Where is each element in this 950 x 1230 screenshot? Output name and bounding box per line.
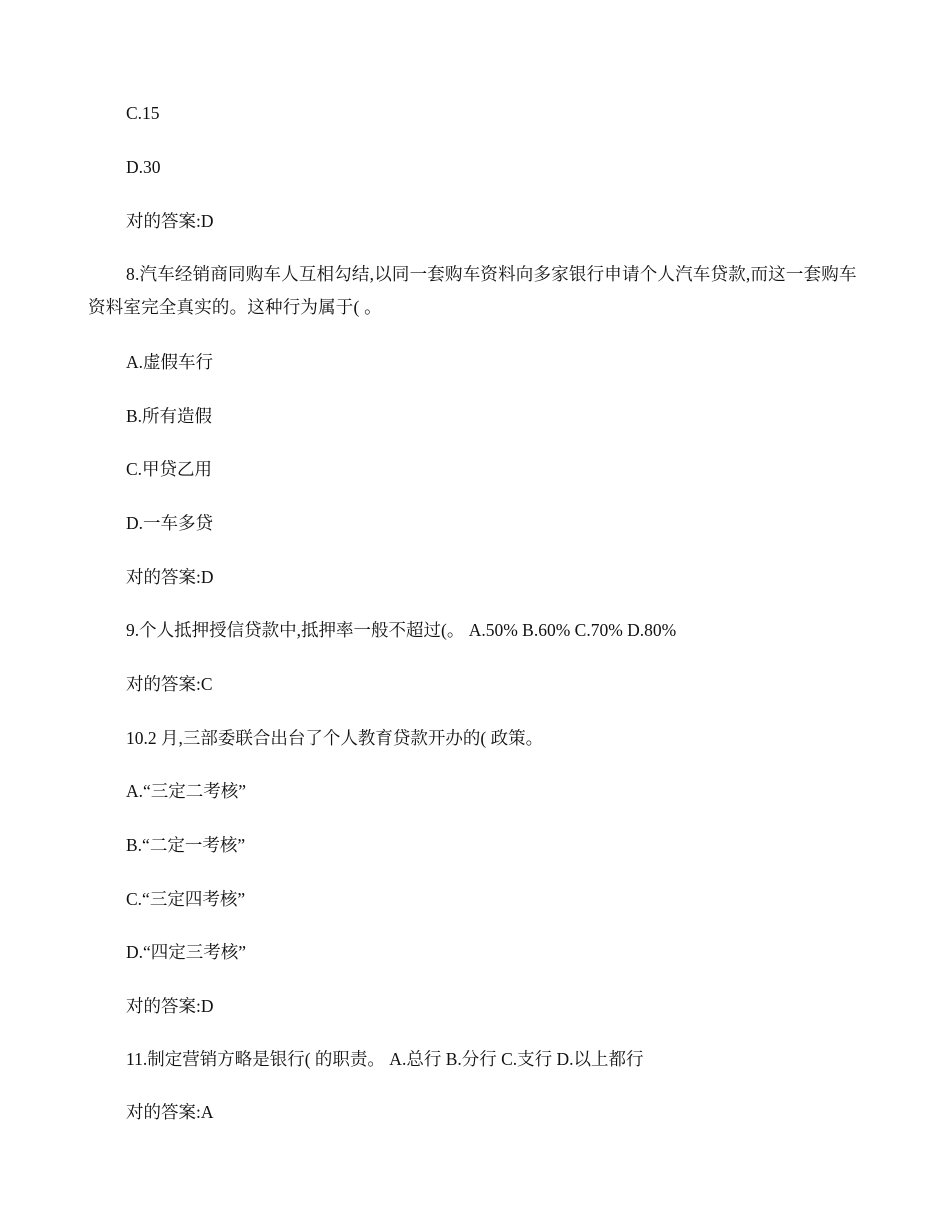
q8-option-d: D.一车多贷 [126,513,214,533]
answer-11: 对的答案:A [126,1102,214,1122]
option-d-prev: D.30 [126,157,161,177]
answer-9: 对的答案:C [126,674,213,694]
option-c-prev: C.15 [126,103,160,123]
answer-8: 对的答案:D [126,567,214,587]
q10-option-c: C.“三定四考核” [126,889,246,909]
answer-10: 对的答案:D [126,996,214,1016]
answer-7: 对的答案:D [126,211,214,231]
q10-option-b: B.“二定一考核” [126,835,246,855]
question-8: 8.汽车经销商同购车人互相勾结,以同一套购车资料向多家银行申请个人汽车贷款,而这一套购车资料室完全真实的。这种行为属于( 。 [88,264,857,317]
q8-option-b: B.所有造假 [126,406,213,426]
q8-option-c: C.甲贷乙用 [126,459,213,479]
question-11: 11.制定营销方略是银行( 的职责。 A.总行 B.分行 C.支行 D.以上都行 [126,1049,644,1069]
q10-option-d: D.“四定三考核” [126,942,247,962]
question-9: 9.个人抵押授信贷款中,抵押率一般不超过(。 A.50% B.60% C.70% D.80% [126,620,677,640]
question-10: 10.2 月,三部委联合出台了个人教育贷款开办的( 政策。 [126,728,544,748]
q10-option-a: A.“三定二考核” [126,781,247,801]
q8-option-a: A.虚假车行 [126,352,214,372]
